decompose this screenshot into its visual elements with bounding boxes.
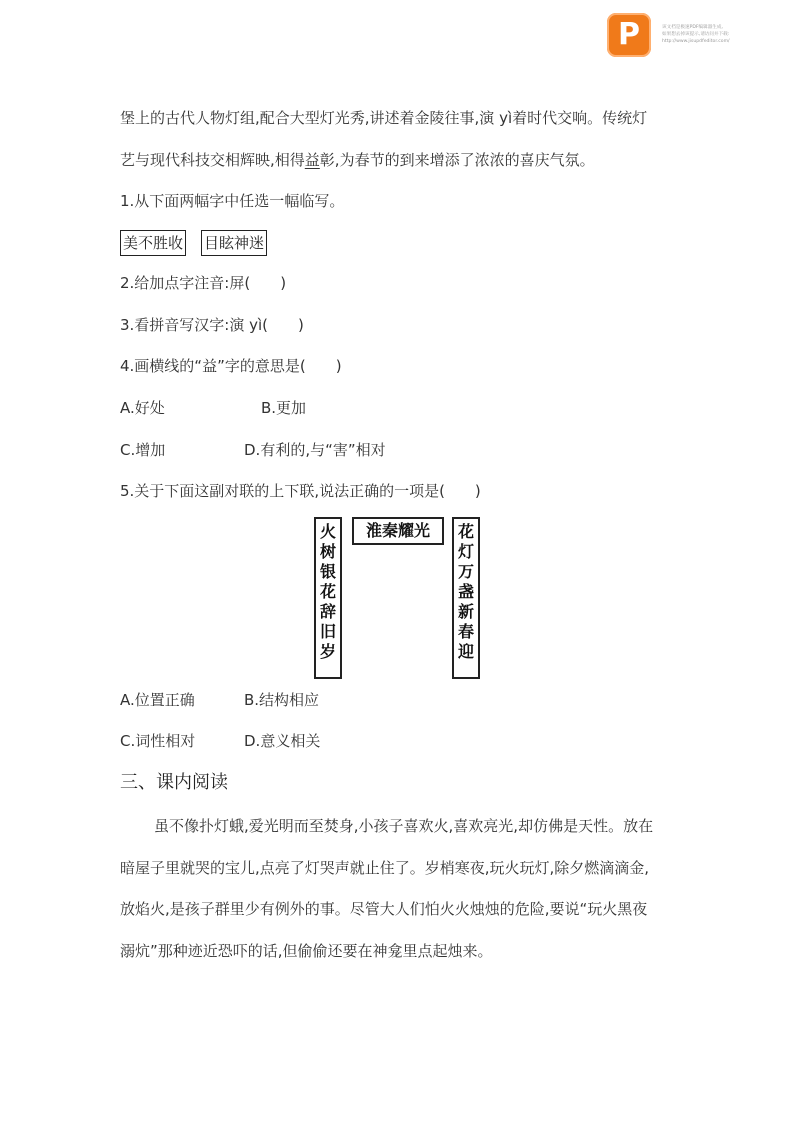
option-a: A.好处: [120, 399, 165, 417]
option-a: A.位置正确: [120, 691, 195, 709]
couplet-left-scroll: [314, 517, 342, 679]
couplet-horizontal-scroll: 淮秦耀光: [352, 517, 444, 545]
couplet-right-text: 花 灯 万 盏 新 春 迎: [457, 522, 474, 661]
question-4: 4.画横线的“益”字的意思是( ): [120, 357, 342, 375]
watermark-note: [662, 24, 790, 45]
text-segment: 彰,为春节的到来增添了浓浓的喜庆气氛。: [319, 151, 595, 169]
question-2: 2.给加点字注音:屏( ): [120, 274, 287, 292]
option-d: D.意义相关: [244, 732, 321, 750]
watermark-line: 该文档是极速PDF编辑器生成,: [662, 25, 723, 30]
option-c: C.词性相对: [120, 732, 196, 750]
paragraph-line: 堡上的古代人物灯组,配合大型灯光秀,讲述着金陵往事,演 yì着时代交响。传统灯: [120, 109, 648, 127]
reading-line: 溺炕”那种迹近恐吓的话,但偷偷还要在神龛里点起烛来。: [120, 942, 493, 960]
reading-line: 虽不像扑灯蛾,爱光明而至焚身,小孩子喜欢火,喜欢亮光,却仿佛是天性。放在: [154, 817, 654, 835]
logo-letter: P: [618, 17, 640, 52]
section-title: 三、课内阅读: [120, 772, 228, 793]
text-segment: 艺与现代科技交相辉映,相得: [120, 151, 305, 169]
paragraph-line: [120, 150, 595, 170]
watermark-line: 如果想去掉该提示,请访问并下载:: [662, 32, 730, 37]
underlined-word: 益: [304, 151, 320, 169]
copy-word-box: 美不胜收: [120, 230, 186, 256]
reading-line: 放焰火,是孩子群里少有例外的事。尽管大人们怕火火烛烛的危险,要说“玩火黑夜: [120, 900, 648, 918]
couplet-right-scroll: [452, 517, 480, 679]
option-d: D.有利的,与“害”相对: [244, 441, 386, 459]
option-b: B.结构相应: [244, 691, 320, 709]
question-1: 1.从下面两幅字中任选一幅临写。: [120, 192, 345, 210]
question-5: 5.关于下面这副对联的上下联,说法正确的一项是( ): [120, 482, 481, 500]
option-c: C.增加: [120, 441, 166, 459]
reading-line: 暗屋子里就哭的宝儿,点亮了灯哭声就止住了。岁梢寒夜,玩火玩灯,除夕燃滴滴金,: [120, 859, 650, 877]
question-3: 3.看拼音写汉字:演 yì( ): [120, 316, 304, 334]
copy-word-box: 目眩神迷: [201, 230, 267, 256]
watermark-line: http://www.jisupdfeditor.com/: [662, 39, 730, 44]
couplet-left-text: 火 树 银 花 辞 旧 岁: [319, 522, 336, 661]
pdf-editor-logo: [607, 13, 651, 57]
option-b: B.更加: [261, 399, 307, 417]
